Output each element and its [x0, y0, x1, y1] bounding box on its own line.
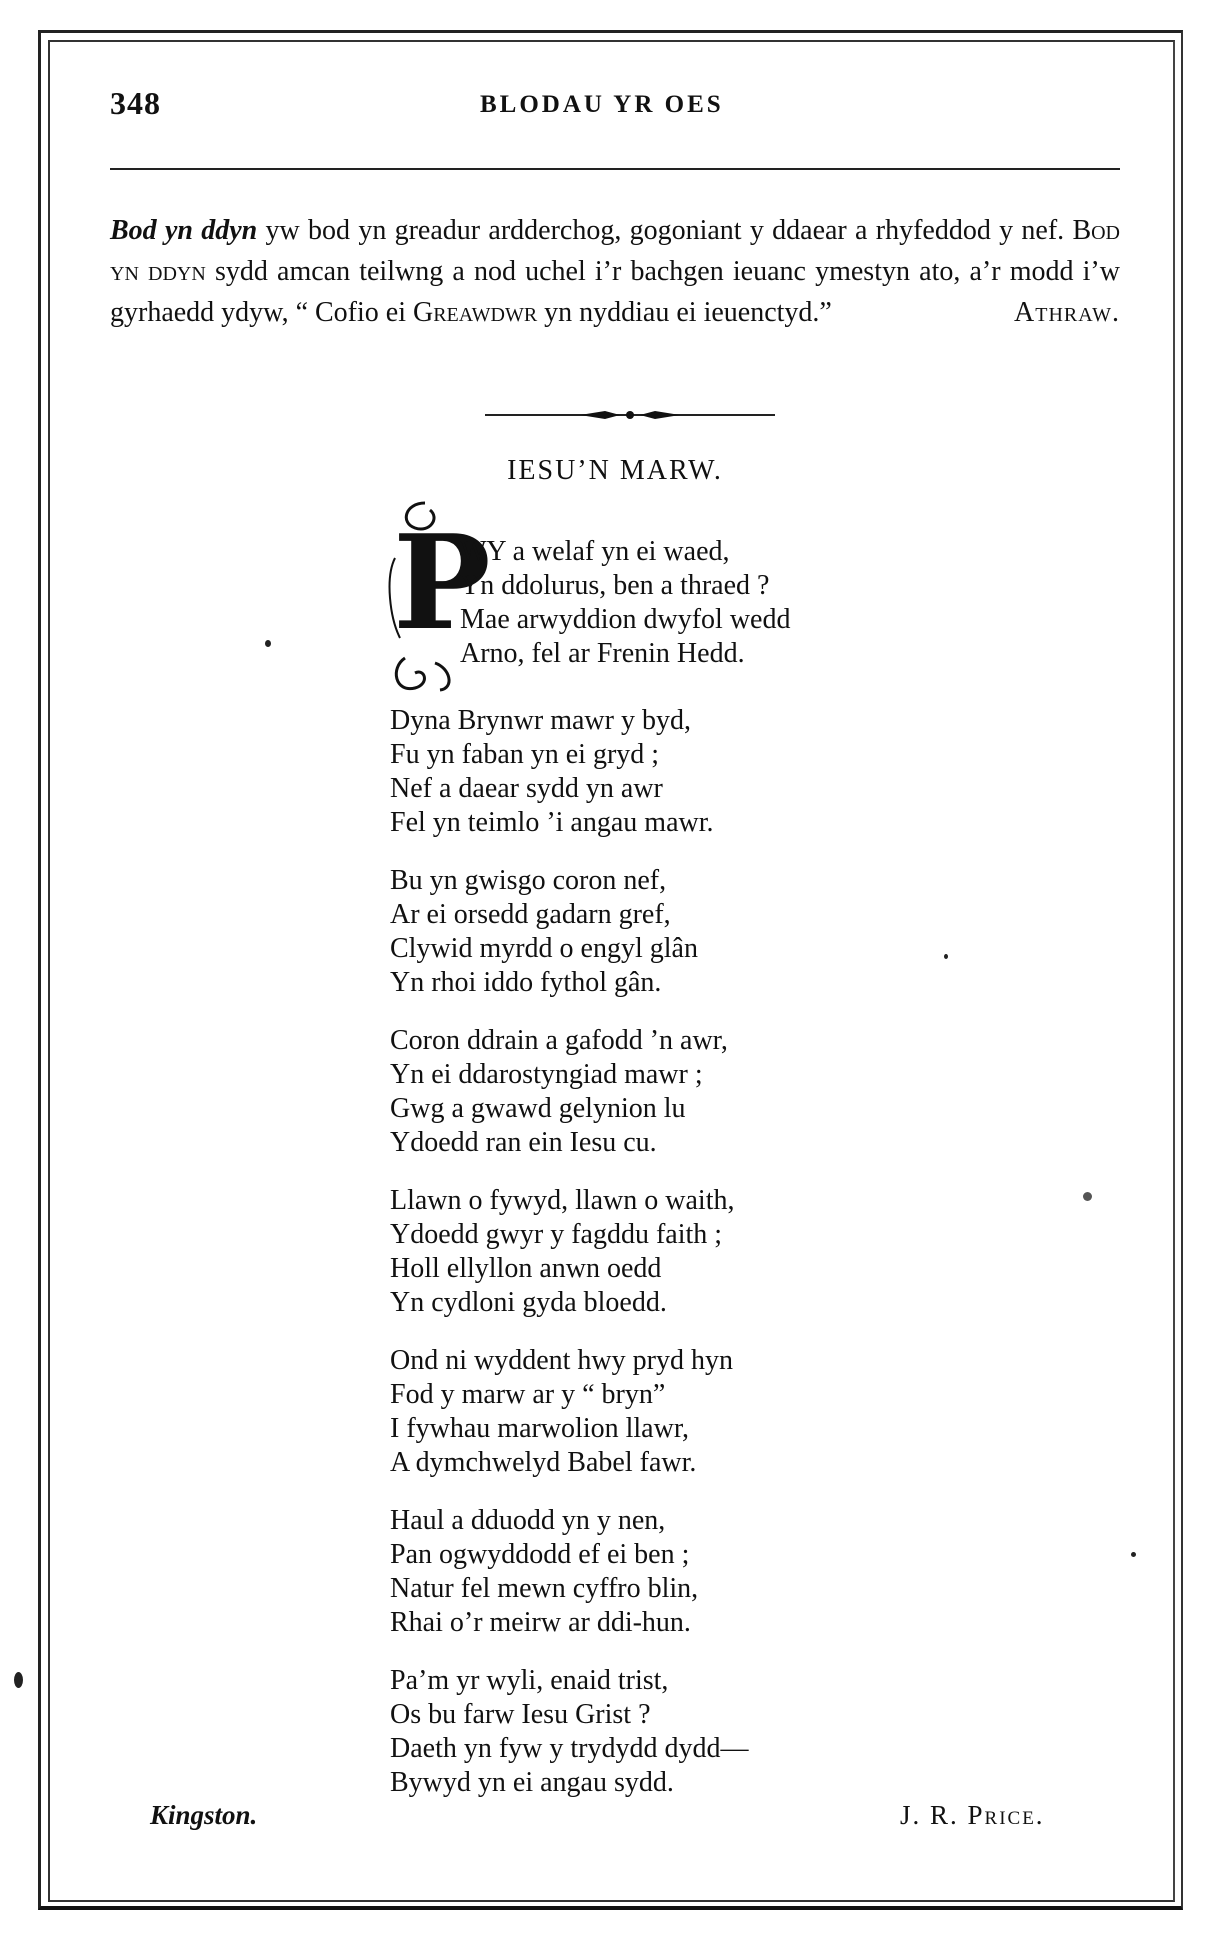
poem-line: Yn ei ddarostyngiad mawr ;	[390, 1059, 703, 1090]
stanza-3	[390, 864, 749, 1000]
poem-line: Ar ei orsedd gadarn gref,	[390, 899, 671, 930]
footer-place: Kingston.	[150, 1800, 258, 1830]
poem-line: Dyna Brynwr mawr y byd,	[390, 705, 691, 736]
page-header	[110, 85, 1120, 125]
stanza-6	[390, 1344, 749, 1480]
poem-line: Clywid myrdd o engyl glân	[390, 933, 698, 964]
intro-text-2: sydd amcan teilwng a nod uchel i’r bachgen ieuanc ymestyn ato, a’r modd i’w gyrhaedd ydyw, “ Cofio ei	[110, 256, 1120, 328]
poem-line: Ydoedd ran ein Iesu cu.	[390, 1127, 657, 1158]
poem-title: IESU’N MARW.	[507, 455, 723, 486]
poem-line: Yn rhoi iddo fythol gân.	[390, 967, 662, 998]
poem-line: Os bu farw Iesu Grist ?	[390, 1699, 651, 1730]
poem-line: Coron ddrain a gafodd ’n awr,	[390, 1025, 728, 1056]
intro-signature: Athraw.	[1014, 297, 1120, 328]
first-stanza	[460, 535, 790, 671]
poem-line: Fel yn teimlo ’i angau mawr.	[390, 807, 714, 838]
poem-line: Gwg a gwawd gelynion lu	[390, 1093, 686, 1124]
poem-line: Ond ni wyddent hwy pryd hyn	[390, 1345, 733, 1376]
stanza-8	[390, 1664, 749, 1800]
intro-text-1: yw bod yn greadur ardderchog, gogoniant y ddaear a rhyfeddod y nef.	[257, 215, 1073, 246]
intro-paragraph	[110, 210, 1120, 333]
poem-line: Arno, fel ar Frenin Hedd.	[460, 638, 745, 669]
poem-line: Fod y marw ar y “ bryn”	[390, 1379, 666, 1410]
stanza-2	[390, 704, 749, 840]
footer-author: J. R. Price.	[900, 1800, 1045, 1830]
poem-line: Bywyd yn ei angau sydd.	[390, 1767, 674, 1798]
poem-line: Haul a dduodd yn y nen,	[390, 1505, 666, 1536]
header-rule	[110, 168, 1120, 170]
intro-text-3: yn nyddiau ei ieuenctyd.”	[537, 297, 832, 328]
decorative-dropcap	[385, 498, 491, 698]
stanza-7	[390, 1504, 749, 1640]
poem-line: Bu yn gwisgo coron nef,	[390, 865, 667, 896]
poem-line: Yn cydloni gyda bloedd.	[390, 1287, 667, 1318]
poem-line: Yn ddolurus, ben a thraed ?	[460, 570, 770, 601]
section-divider-ornament	[485, 405, 775, 425]
poem-line: A dymchwelyd Babel fawr.	[390, 1447, 697, 1478]
poem-line: Rhai o’r meirw ar ddi-hun.	[390, 1607, 691, 1638]
page-number: 348	[110, 85, 161, 121]
stanza-4	[390, 1024, 749, 1160]
poem-line: Ydoedd gwyr y fagddu faith ;	[390, 1219, 723, 1250]
print-speck	[14, 1672, 23, 1688]
poem-line: Holl ellyllon anwn oedd	[390, 1253, 662, 1284]
poem-stanzas	[390, 704, 749, 1824]
poem-line: WY a welaf yn ei waed,	[460, 536, 730, 567]
print-speck	[1083, 1192, 1092, 1201]
intro-emphasis: Bod yn ddyn	[110, 215, 258, 246]
print-speck	[265, 640, 271, 647]
poem-line: Daeth yn fyw y trydydd dydd—	[390, 1733, 749, 1764]
poem-line: I fywhau marwolion llawr,	[390, 1413, 690, 1444]
poem-line: Pan ogwyddodd ef ei ben ;	[390, 1539, 690, 1570]
poem-line: Pa’m yr wyli, enaid trist,	[390, 1665, 669, 1696]
dropcap-letter: P	[393, 506, 491, 659]
poem-line: Nef a daear sydd yn awr	[390, 773, 663, 804]
print-speck	[944, 954, 948, 959]
print-speck	[1131, 1552, 1136, 1557]
running-head: BLODAU YR OES	[480, 91, 724, 118]
stanza-5	[390, 1184, 749, 1320]
poem-line: Llawn o fywyd, llawn o waith,	[390, 1185, 735, 1216]
poem-line: Natur fel mewn cyffro blin,	[390, 1573, 699, 1604]
intro-smallcaps-1: Bod yn ddyn	[110, 215, 1120, 287]
intro-smallcaps-2: Greawdwr	[413, 297, 538, 328]
poem-line: Mae arwyddion dwyfol wedd	[460, 604, 791, 635]
poem-line: Fu yn faban yn ei gryd ;	[390, 739, 660, 770]
